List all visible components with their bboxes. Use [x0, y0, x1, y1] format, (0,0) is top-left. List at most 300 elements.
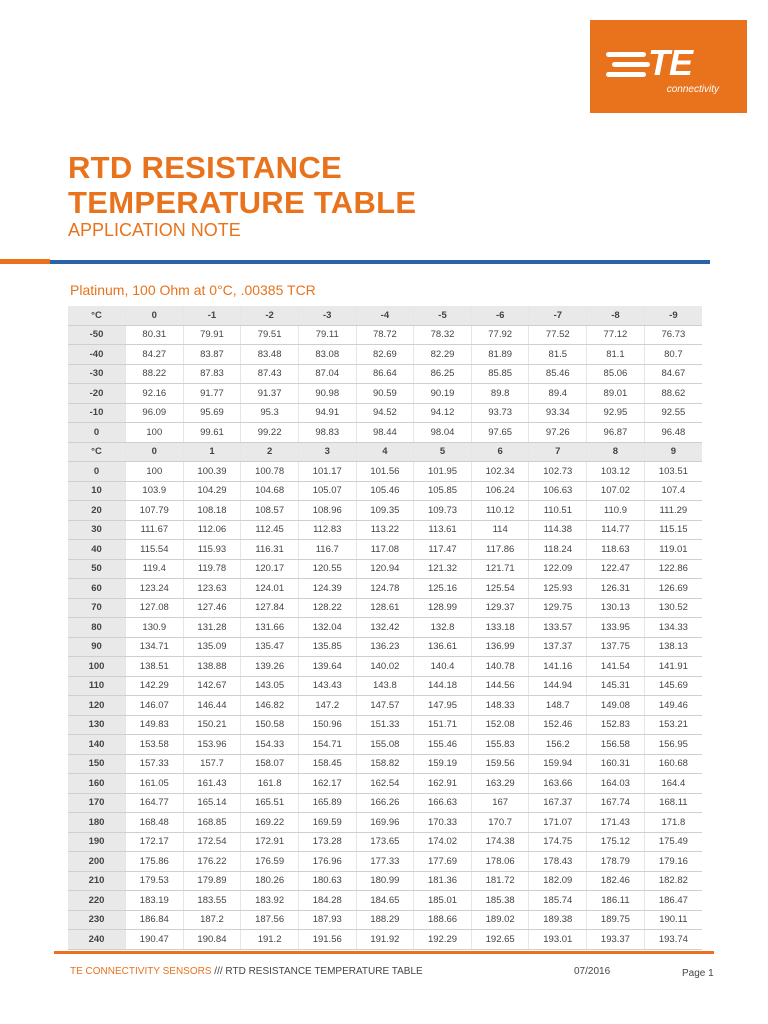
table-row [68, 520, 702, 540]
table-cell: 99.22 [241, 423, 299, 443]
row-header-cell: 200 [68, 852, 126, 872]
table-cell: 152.08 [471, 715, 529, 735]
column-header-cell: -3 [298, 306, 356, 325]
table-cell: 157.33 [126, 754, 184, 774]
table-caption: Platinum, 100 Ohm at 0°C, .00385 TCR [70, 282, 316, 298]
table-cell: 131.66 [241, 618, 299, 638]
table-cell: 183.92 [241, 891, 299, 911]
table-cell: 119.01 [644, 540, 702, 560]
table-cell: 177.69 [414, 852, 472, 872]
table-row [68, 715, 702, 735]
table-cell: 127.84 [241, 598, 299, 618]
table-cell: 132.8 [414, 618, 472, 638]
table-cell: 187.93 [298, 910, 356, 930]
table-cell: 153.21 [644, 715, 702, 735]
table-cell: 79.11 [298, 325, 356, 345]
table-cell: 132.04 [298, 618, 356, 638]
table-cell: 112.83 [298, 520, 356, 540]
table-cell: 161.05 [126, 774, 184, 794]
table-cell: 118.24 [529, 540, 587, 560]
table-cell: 126.69 [644, 579, 702, 599]
table-cell: 105.07 [298, 481, 356, 501]
table-cell: 153.58 [126, 735, 184, 755]
table-cell: 165.51 [241, 793, 299, 813]
table-row [68, 364, 702, 384]
table-cell: 122.47 [587, 559, 645, 579]
table-cell: 145.69 [644, 676, 702, 696]
table-cell: 140.02 [356, 657, 414, 677]
table-cell: 186.84 [126, 910, 184, 930]
table-row [68, 598, 702, 618]
table-cell: 150.58 [241, 715, 299, 735]
table-row [68, 403, 702, 423]
table-cell: 141.91 [644, 657, 702, 677]
column-header-cell: 0 [126, 442, 184, 462]
column-header-cell: -9 [644, 306, 702, 325]
table-cell: 180.99 [356, 871, 414, 891]
table-cell: 180.63 [298, 871, 356, 891]
table-cell: 103.51 [644, 462, 702, 482]
table-cell: 91.77 [183, 384, 241, 404]
table-cell: 114.77 [587, 520, 645, 540]
table-cell: 83.08 [298, 345, 356, 365]
table-cell: 186.11 [587, 891, 645, 911]
table-cell: 80.7 [644, 345, 702, 365]
column-header-cell: °C [68, 442, 126, 462]
row-header-cell: -20 [68, 384, 126, 404]
column-header-cell: -1 [183, 306, 241, 325]
table-cell: 189.75 [587, 910, 645, 930]
table-cell: 139.64 [298, 657, 356, 677]
table-cell: 124.78 [356, 579, 414, 599]
table-cell: 162.17 [298, 774, 356, 794]
table-cell: 104.29 [183, 481, 241, 501]
table-cell: 178.43 [529, 852, 587, 872]
column-header-cell: 4 [356, 442, 414, 462]
table-cell: 133.57 [529, 618, 587, 638]
table-cell: 140.4 [414, 657, 472, 677]
table-cell: 135.47 [241, 637, 299, 657]
column-header-cell: -5 [414, 306, 472, 325]
table-cell: 171.07 [529, 813, 587, 833]
table-row [68, 871, 702, 891]
table-cell: 108.57 [241, 501, 299, 521]
table-cell: 131.28 [183, 618, 241, 638]
column-header-cell: 7 [529, 442, 587, 462]
table-cell: 111.29 [644, 501, 702, 521]
table-cell: 103.12 [587, 462, 645, 482]
table-cell: 93.34 [529, 403, 587, 423]
table-cell: 167.37 [529, 793, 587, 813]
row-header-cell: 130 [68, 715, 126, 735]
table-cell: 134.71 [126, 637, 184, 657]
table-row [68, 559, 702, 579]
table-cell: 90.19 [414, 384, 472, 404]
table-cell: 191.56 [298, 930, 356, 950]
table-cell: 187.56 [241, 910, 299, 930]
table-cell: 180.26 [241, 871, 299, 891]
column-header-cell: 5 [414, 442, 472, 462]
table-cell: 120.94 [356, 559, 414, 579]
table-row [68, 345, 702, 365]
table-row [68, 618, 702, 638]
table-cell: 100.39 [183, 462, 241, 482]
table-row [68, 579, 702, 599]
table-cell: 118.63 [587, 540, 645, 560]
table-cell: 138.88 [183, 657, 241, 677]
table-cell: 149.46 [644, 696, 702, 716]
table-cell: 100 [126, 423, 184, 443]
row-header-cell: 10 [68, 481, 126, 501]
table-cell: 90.98 [298, 384, 356, 404]
table-cell: 127.46 [183, 598, 241, 618]
table-cell: 170.33 [414, 813, 472, 833]
table-cell: 174.02 [414, 832, 472, 852]
row-header-cell: 100 [68, 657, 126, 677]
table-cell: 88.62 [644, 384, 702, 404]
table-cell: 90.59 [356, 384, 414, 404]
page-title [68, 150, 416, 220]
row-header-cell: 190 [68, 832, 126, 852]
table-cell: 109.73 [414, 501, 472, 521]
table-cell: 87.43 [241, 364, 299, 384]
table-cell: 92.16 [126, 384, 184, 404]
table-cell: 148.33 [471, 696, 529, 716]
table-cell: 99.61 [183, 423, 241, 443]
table-cell: 107.79 [126, 501, 184, 521]
te-logo-stripes-icon [606, 52, 650, 78]
row-header-cell: 110 [68, 676, 126, 696]
table-cell: 116.31 [241, 540, 299, 560]
table-cell: 155.08 [356, 735, 414, 755]
row-header-cell: 150 [68, 754, 126, 774]
table-cell: 86.64 [356, 364, 414, 384]
table-cell: 174.38 [471, 832, 529, 852]
table-cell: 105.85 [414, 481, 472, 501]
table-cell: 113.22 [356, 520, 414, 540]
table-cell: 168.85 [183, 813, 241, 833]
table-cell: 110.12 [471, 501, 529, 521]
table-cell: 182.09 [529, 871, 587, 891]
table-cell: 176.22 [183, 852, 241, 872]
footer-divider [54, 951, 714, 954]
table-cell: 167.74 [587, 793, 645, 813]
table-cell: 110.51 [529, 501, 587, 521]
table-cell: 152.46 [529, 715, 587, 735]
table-cell: 141.16 [529, 657, 587, 677]
table-cell: 185.01 [414, 891, 472, 911]
table-cell: 114 [471, 520, 529, 540]
table-cell: 151.33 [356, 715, 414, 735]
table-cell: 193.37 [587, 930, 645, 950]
table-cell: 93.73 [471, 403, 529, 423]
table-cell: 95.3 [241, 403, 299, 423]
table-cell: 168.11 [644, 793, 702, 813]
table-cell: 164.4 [644, 774, 702, 794]
table-cell: 83.87 [183, 345, 241, 365]
table-cell: 164.03 [587, 774, 645, 794]
table-cell: 142.67 [183, 676, 241, 696]
table-cell: 130.9 [126, 618, 184, 638]
table-cell: 169.22 [241, 813, 299, 833]
table-row [68, 540, 702, 560]
column-header-cell: 6 [471, 442, 529, 462]
table-cell: 129.75 [529, 598, 587, 618]
table-cell: 153.96 [183, 735, 241, 755]
table-cell: 164.77 [126, 793, 184, 813]
table-cell: 162.91 [414, 774, 472, 794]
table-cell: 175.49 [644, 832, 702, 852]
table-cell: 79.51 [241, 325, 299, 345]
table-row [68, 930, 702, 950]
table-cell: 86.25 [414, 364, 472, 384]
table-cell: 123.63 [183, 579, 241, 599]
table-cell: 84.27 [126, 345, 184, 365]
table-row [68, 423, 702, 443]
table-cell: 146.44 [183, 696, 241, 716]
resistance-table-body [68, 306, 702, 949]
table-cell: 187.2 [183, 910, 241, 930]
table-cell: 77.92 [471, 325, 529, 345]
table-cell: 83.48 [241, 345, 299, 365]
table-cell: 77.12 [587, 325, 645, 345]
column-header-cell: 0 [126, 306, 184, 325]
table-cell: 110.9 [587, 501, 645, 521]
table-row [68, 696, 702, 716]
table-cell: 128.61 [356, 598, 414, 618]
table-cell: 120.17 [241, 559, 299, 579]
page-subtitle: APPLICATION NOTE [68, 220, 241, 240]
table-cell: 81.89 [471, 345, 529, 365]
table-cell: 94.52 [356, 403, 414, 423]
table-cell: 161.43 [183, 774, 241, 794]
table-cell: 128.99 [414, 598, 472, 618]
table-cell: 105.46 [356, 481, 414, 501]
table-cell: 175.86 [126, 852, 184, 872]
table-cell: 137.75 [587, 637, 645, 657]
table-cell: 156.2 [529, 735, 587, 755]
table-cell: 77.52 [529, 325, 587, 345]
table-cell: 78.72 [356, 325, 414, 345]
row-header-cell: 210 [68, 871, 126, 891]
table-cell: 130.52 [644, 598, 702, 618]
table-cell: 119.4 [126, 559, 184, 579]
row-header-cell: 40 [68, 540, 126, 560]
table-cell: 102.73 [529, 462, 587, 482]
table-cell: 79.91 [183, 325, 241, 345]
row-header-cell: 140 [68, 735, 126, 755]
table-cell: 133.18 [471, 618, 529, 638]
table-cell: 185.38 [471, 891, 529, 911]
logo-tagline: connectivity [666, 84, 719, 95]
table-cell: 155.46 [414, 735, 472, 755]
table-cell: 135.85 [298, 637, 356, 657]
table-cell: 184.65 [356, 891, 414, 911]
table-cell: 109.35 [356, 501, 414, 521]
row-header-cell: 240 [68, 930, 126, 950]
table-cell: 145.31 [587, 676, 645, 696]
table-cell: 146.07 [126, 696, 184, 716]
table-cell: 172.91 [241, 832, 299, 852]
table-cell: 94.91 [298, 403, 356, 423]
table-cell: 139.26 [241, 657, 299, 677]
table-cell: 155.83 [471, 735, 529, 755]
table-cell: 87.04 [298, 364, 356, 384]
row-header-cell: 70 [68, 598, 126, 618]
table-cell: 132.42 [356, 618, 414, 638]
table-cell: 181.72 [471, 871, 529, 891]
row-header-cell: 30 [68, 520, 126, 540]
table-cell: 158.82 [356, 754, 414, 774]
table-cell: 189.02 [471, 910, 529, 930]
table-row [68, 676, 702, 696]
row-header-cell: 0 [68, 423, 126, 443]
table-cell: 154.33 [241, 735, 299, 755]
table-cell: 190.47 [126, 930, 184, 950]
table-row [68, 832, 702, 852]
table-row [68, 813, 702, 833]
table-cell: 156.58 [587, 735, 645, 755]
table-cell: 87.83 [183, 364, 241, 384]
logo-wordmark: TE [648, 42, 693, 83]
table-cell: 101.95 [414, 462, 472, 482]
title-line-1: RTD RESISTANCE [68, 150, 343, 185]
column-header-cell: -6 [471, 306, 529, 325]
table-cell: 175.12 [587, 832, 645, 852]
table-cell: 116.7 [298, 540, 356, 560]
row-header-cell: 90 [68, 637, 126, 657]
table-cell: 107.4 [644, 481, 702, 501]
table-cell: 125.54 [471, 579, 529, 599]
table-cell: 89.8 [471, 384, 529, 404]
table-row [68, 891, 702, 911]
row-header-cell: 220 [68, 891, 126, 911]
table-cell: 192.65 [471, 930, 529, 950]
table-cell: 190.11 [644, 910, 702, 930]
table-cell: 163.29 [471, 774, 529, 794]
row-header-cell: 20 [68, 501, 126, 521]
row-header-cell: 60 [68, 579, 126, 599]
table-row [68, 462, 702, 482]
table-cell: 150.21 [183, 715, 241, 735]
resistance-table [68, 306, 702, 950]
table-cell: 138.51 [126, 657, 184, 677]
table-cell: 103.9 [126, 481, 184, 501]
column-header-cell: 1 [183, 442, 241, 462]
row-header-cell: 180 [68, 813, 126, 833]
footer-brand: TE CONNECTIVITY SENSORS [70, 966, 212, 977]
row-header-cell: 50 [68, 559, 126, 579]
column-header-cell: 8 [587, 442, 645, 462]
table-cell: 130.13 [587, 598, 645, 618]
table-cell: 161.8 [241, 774, 299, 794]
table-cell: 162.54 [356, 774, 414, 794]
table-cell: 143.8 [356, 676, 414, 696]
table-cell: 178.06 [471, 852, 529, 872]
table-cell: 101.56 [356, 462, 414, 482]
table-cell: 94.12 [414, 403, 472, 423]
table-cell: 133.95 [587, 618, 645, 638]
table-cell: 138.13 [644, 637, 702, 657]
table-cell: 160.68 [644, 754, 702, 774]
table-row [68, 774, 702, 794]
table-row [68, 637, 702, 657]
header-band-blue [50, 260, 710, 264]
table-cell: 97.65 [471, 423, 529, 443]
table-cell: 163.66 [529, 774, 587, 794]
table-cell: 81.5 [529, 345, 587, 365]
table-cell: 121.32 [414, 559, 472, 579]
table-cell: 150.96 [298, 715, 356, 735]
table-cell: 184.28 [298, 891, 356, 911]
table-cell: 115.93 [183, 540, 241, 560]
table-cell: 119.78 [183, 559, 241, 579]
table-cell: 117.08 [356, 540, 414, 560]
table-cell: 179.16 [644, 852, 702, 872]
table-cell: 128.22 [298, 598, 356, 618]
table-row [68, 481, 702, 501]
table-cell: 193.74 [644, 930, 702, 950]
table-cell: 142.29 [126, 676, 184, 696]
table-cell: 89.01 [587, 384, 645, 404]
table-cell: 122.86 [644, 559, 702, 579]
table-cell: 124.39 [298, 579, 356, 599]
row-header-cell: 120 [68, 696, 126, 716]
table-cell: 101.17 [298, 462, 356, 482]
row-header-cell: -30 [68, 364, 126, 384]
row-header-cell: -50 [68, 325, 126, 345]
table-cell: 149.83 [126, 715, 184, 735]
table-cell: 111.67 [126, 520, 184, 540]
table-cell: 157.7 [183, 754, 241, 774]
column-header-cell: 9 [644, 442, 702, 462]
table-cell: 78.32 [414, 325, 472, 345]
table-cell: 144.18 [414, 676, 472, 696]
table-cell: 96.48 [644, 423, 702, 443]
footer-date: 07/2016 [574, 966, 611, 977]
table-cell: 106.24 [471, 481, 529, 501]
footer-doc-title: RTD RESISTANCE TEMPERATURE TABLE [225, 966, 423, 977]
table-cell: 137.37 [529, 637, 587, 657]
table-cell: 136.61 [414, 637, 472, 657]
table-cell: 151.71 [414, 715, 472, 735]
table-cell: 172.54 [183, 832, 241, 852]
table-cell: 117.47 [414, 540, 472, 560]
column-header-cell: °C [68, 306, 126, 325]
resistance-table-container [68, 306, 702, 950]
table-cell: 143.43 [298, 676, 356, 696]
te-logo [590, 20, 747, 113]
table-cell: 143.05 [241, 676, 299, 696]
table-cell: 135.09 [183, 637, 241, 657]
row-header-cell: 160 [68, 774, 126, 794]
row-header-cell: 170 [68, 793, 126, 813]
table-cell: 89.4 [529, 384, 587, 404]
column-header-cell: 2 [241, 442, 299, 462]
header-band-orange [0, 259, 50, 264]
table-cell: 154.71 [298, 735, 356, 755]
table-cell: 134.33 [644, 618, 702, 638]
table-cell: 156.95 [644, 735, 702, 755]
row-header-cell: 230 [68, 910, 126, 930]
table-cell: 159.56 [471, 754, 529, 774]
table-cell: 147.57 [356, 696, 414, 716]
table-cell: 178.79 [587, 852, 645, 872]
table-cell: 167 [471, 793, 529, 813]
table-cell: 179.53 [126, 871, 184, 891]
table-cell: 85.85 [471, 364, 529, 384]
table-cell: 88.22 [126, 364, 184, 384]
